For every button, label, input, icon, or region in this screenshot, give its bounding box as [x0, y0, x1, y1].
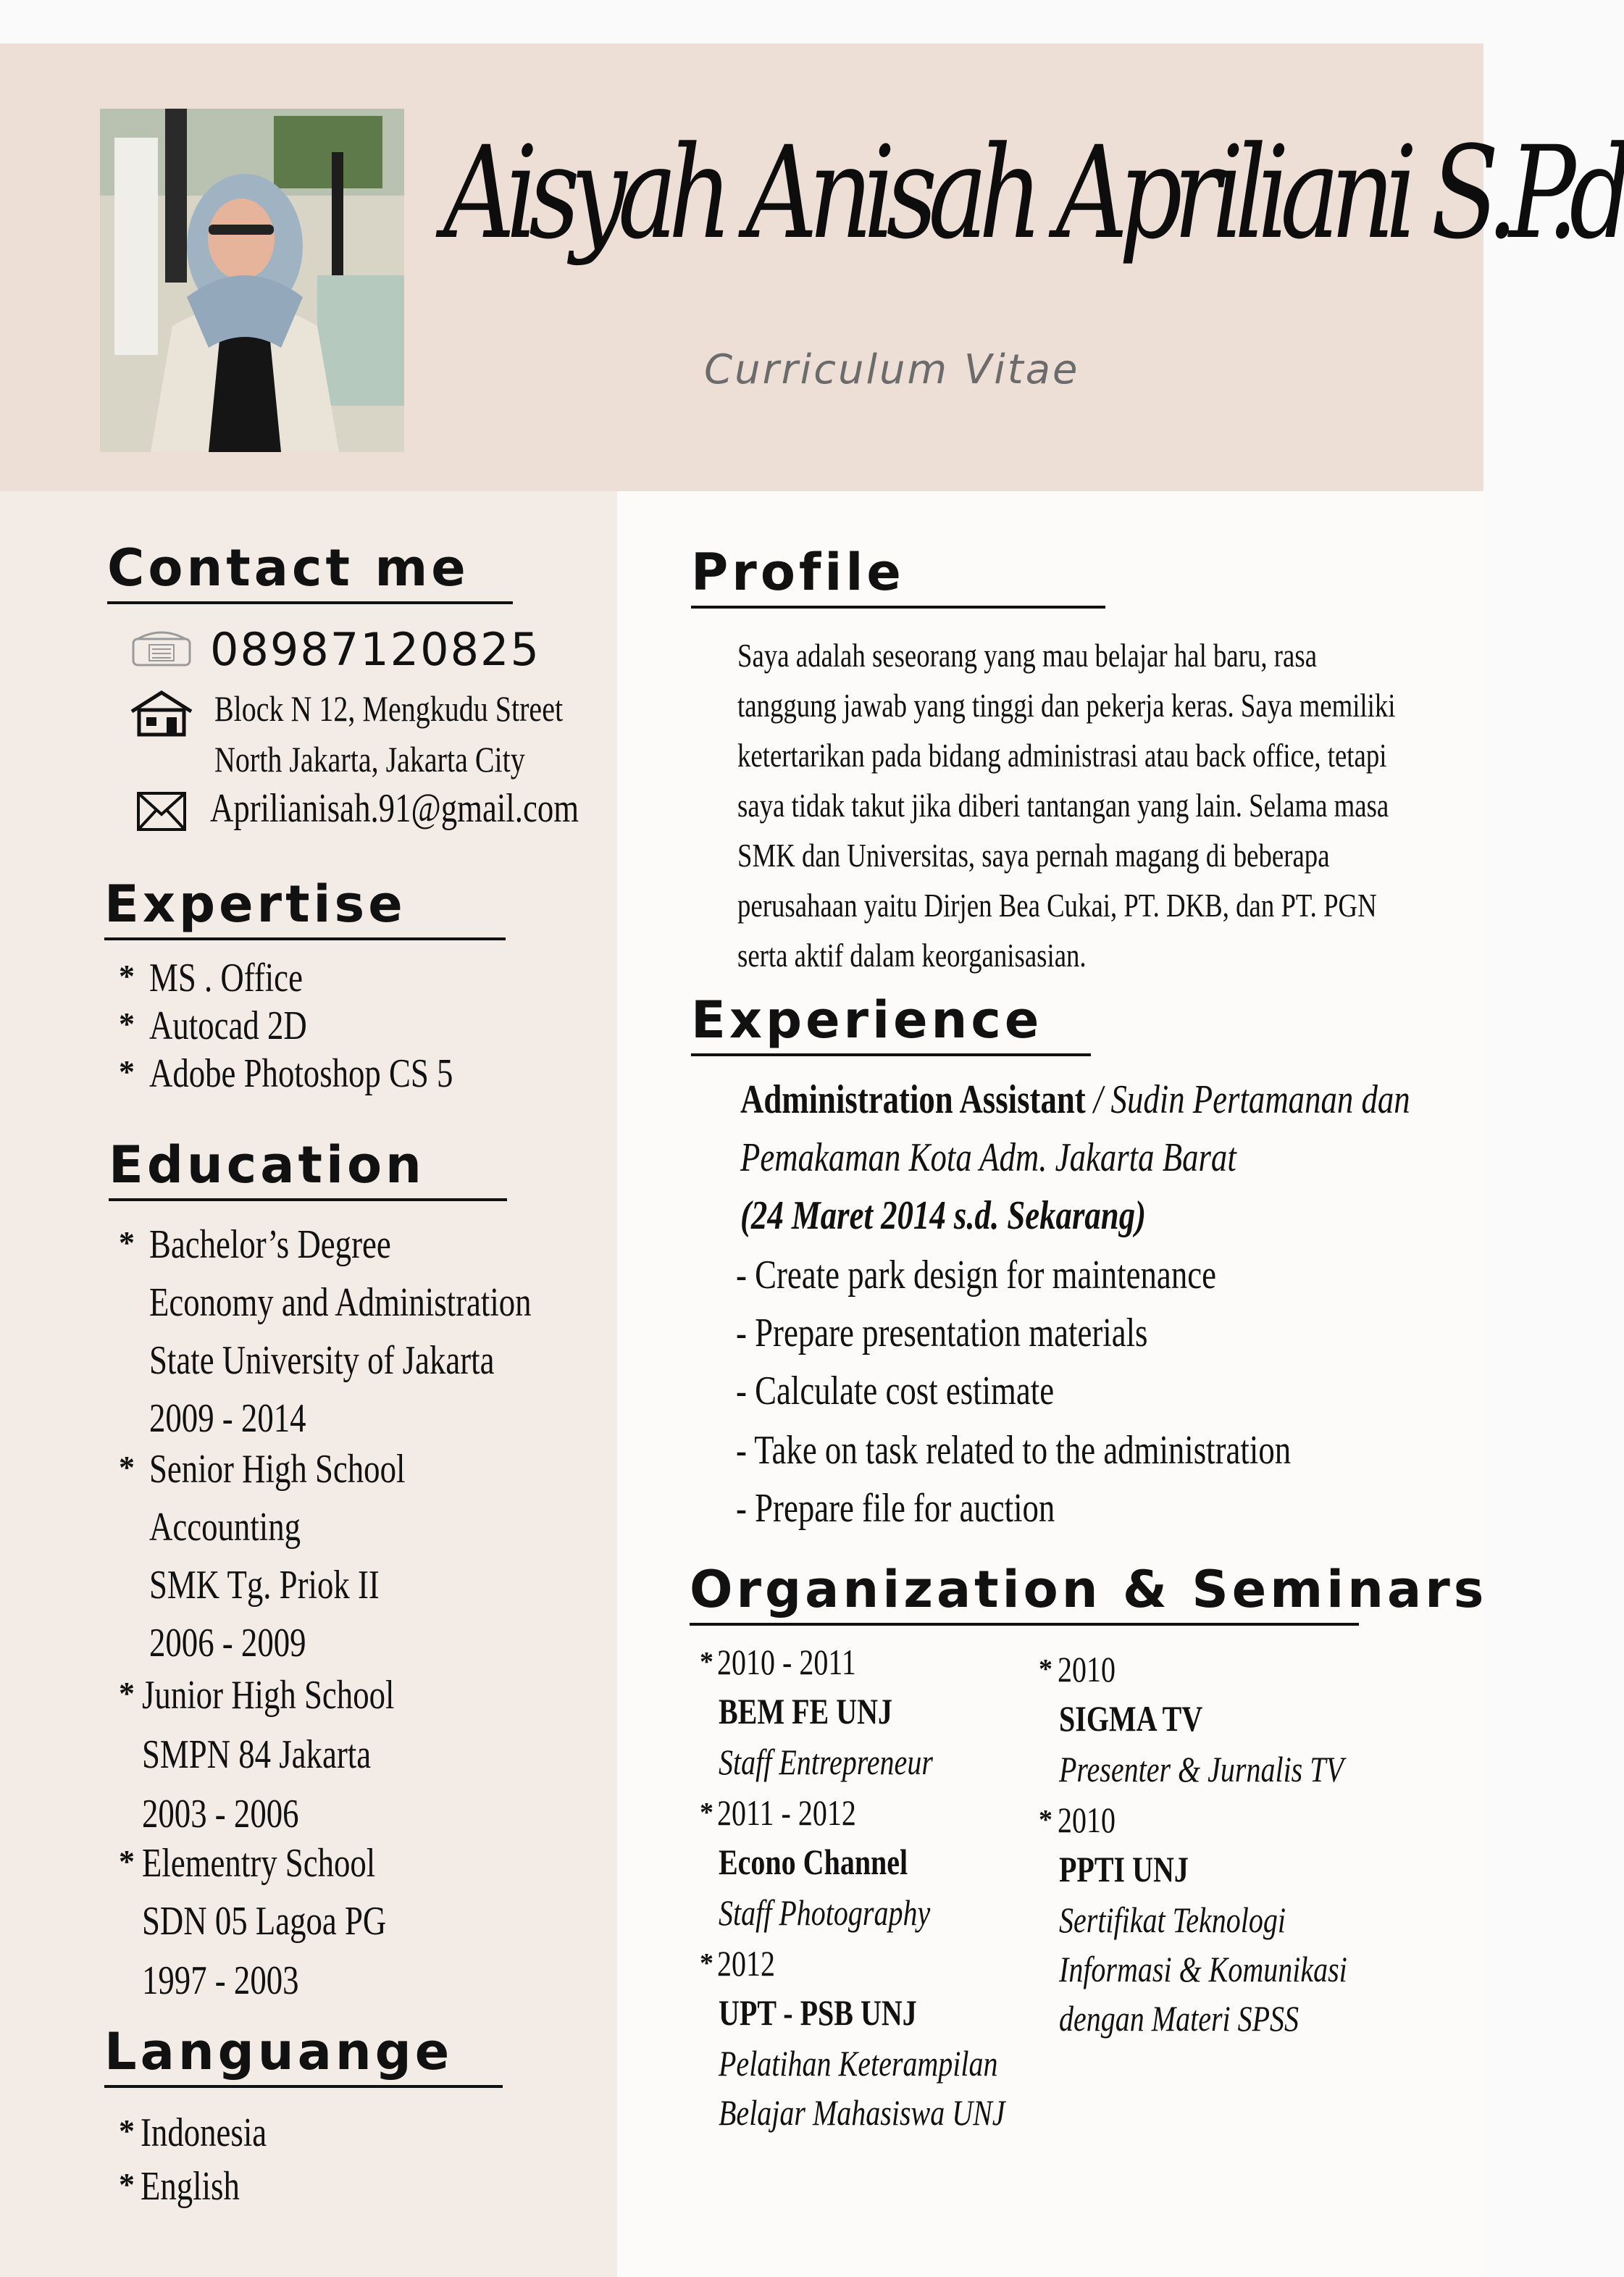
contact-phone: 08987120825: [210, 623, 540, 676]
bullet-marker: *: [119, 2167, 135, 2202]
home-icon: [129, 690, 194, 738]
org-role-text: Pelatihan Keterampilan: [719, 2043, 998, 2084]
language-item-text: Indonesia: [141, 2110, 267, 2155]
org-name: [1059, 1847, 1221, 1891]
title-separator: /: [1085, 1077, 1111, 1122]
contact-address-line-2-text: North Jakarta, Jakarta City: [214, 739, 525, 780]
org-role: [1059, 1898, 1342, 1942]
profile-line-text: SMK dan Universitas, saya pernah magang di beberapa: [737, 837, 1330, 874]
education-degree: Junior High School: [142, 1673, 395, 1718]
education-line: [142, 1958, 338, 2004]
contact-heading: Contact me: [107, 538, 513, 604]
org-year: [717, 1791, 891, 1834]
bullet-marker: *: [119, 1006, 135, 1042]
profile-line-text: perusahaan yaitu Dirjen Bea Cukai, PT. DKB, dan PT. PGN: [737, 887, 1377, 924]
top-strip: [0, 0, 1483, 43]
org-name-text: SIGMA TV: [1059, 1698, 1203, 1739]
language-item-text: English: [141, 2164, 240, 2209]
education-years: 2003 - 2006: [142, 1792, 299, 1837]
bullet-marker: *: [119, 1676, 135, 1711]
experience-task-text: - Take on task related to the administration: [736, 1428, 1292, 1473]
education-line: [149, 1279, 627, 1326]
education-years: 1997 - 2003: [142, 1958, 299, 2003]
expertise-heading: Expertise: [104, 874, 506, 940]
org-role-text: dengan Materi SPSS: [1059, 1998, 1299, 2039]
education-major: Accounting: [149, 1505, 301, 1550]
experience-title-line: [740, 1071, 1578, 1129]
org-year-text: 2012: [717, 1943, 775, 1984]
org-year: [717, 1942, 790, 1985]
profile-line: [737, 780, 1552, 830]
org-role: [719, 2091, 1076, 2134]
org-name: [719, 1840, 955, 1884]
education-heading: Education: [109, 1135, 507, 1201]
education-line: [149, 1562, 437, 1608]
org-year: [717, 1640, 891, 1684]
profile-photo-illustration: [100, 109, 404, 452]
profile-line-text: serta aktif dalam keorganisasian.: [737, 937, 1087, 974]
org-year-text: 2011 - 2012: [717, 1792, 856, 1833]
experience-task-text: - Prepare file for auction: [736, 1486, 1055, 1531]
education-degree: Elementry School: [142, 1841, 376, 1886]
contact-email: [210, 785, 671, 832]
bullet-marker: *: [700, 1647, 713, 1677]
profile-line: [737, 880, 1536, 930]
expertise-item: [149, 1003, 346, 1049]
envelope-icon: [136, 791, 187, 832]
bullet-marker: *: [119, 1844, 135, 1879]
bullet-marker: *: [119, 1054, 135, 1090]
expertise-item: [149, 1050, 529, 1097]
experience-heading: Experience: [691, 990, 1091, 1056]
bullet-marker: *: [119, 1225, 135, 1261]
profile-line: [737, 830, 1478, 880]
profile-line-text: tanggung jawab yang tinggi dan pekerja keras. Saya memiliki: [737, 687, 1396, 724]
org-role: [1059, 1747, 1415, 1791]
profile-line-text: saya tidak takut jika diberi tantangan yang lain. Selama masa: [737, 787, 1389, 824]
org-name: [719, 1991, 966, 2034]
education-line: [142, 1840, 434, 1887]
bullet-marker: *: [1039, 1654, 1052, 1684]
education-line: [149, 1221, 451, 1268]
org-year: [1058, 1798, 1130, 1842]
organization-heading: Organization & Seminars: [690, 1559, 1359, 1626]
expertise-item-text: Autocad 2D: [149, 1003, 307, 1048]
education-line: [149, 1504, 338, 1550]
contact-address-line-1: [214, 687, 650, 730]
profile-line: [737, 730, 1549, 780]
org-name-text: PPTI UNJ: [1059, 1849, 1189, 1889]
experience-task-text: - Prepare presentation materials: [736, 1311, 1148, 1355]
org-role-text: Sertifikat Teknologi: [1059, 1900, 1286, 1940]
profile-heading: Profile: [691, 542, 1105, 609]
employer-name: Sudin Pertamanan dan: [1110, 1077, 1410, 1122]
experience-task-text: - Create park design for maintenance: [736, 1253, 1216, 1298]
org-role-text: Staff Entrepreneur: [719, 1742, 933, 1782]
education-school: State University of Jakarta: [149, 1338, 495, 1383]
education-line: [142, 1791, 338, 1837]
language-heading: Languange: [104, 2021, 503, 2088]
expertise-item-text: Adobe Photoshop CS 5: [149, 1051, 453, 1096]
org-year-text: 2010: [1058, 1800, 1116, 1840]
expertise-item: [149, 955, 341, 1001]
org-role: [719, 1740, 987, 1784]
education-degree: Senior High School: [149, 1447, 406, 1492]
education-degree: Bachelor’s Degree: [149, 1222, 391, 1267]
education-line: [142, 1731, 428, 1778]
profile-line: [737, 630, 1462, 680]
education-line: [149, 1620, 346, 1666]
org-name-text: UPT - PSB UNJ: [719, 1992, 917, 2033]
experience-task: [736, 1479, 1134, 1537]
bullet-marker: *: [119, 2113, 135, 2149]
org-name-text: Econo Channel: [719, 1842, 908, 1882]
education-years: 2006 - 2009: [149, 1621, 306, 1666]
org-name: [1059, 1697, 1239, 1740]
bullet-marker: *: [700, 1948, 713, 1979]
profile-line: [737, 930, 1173, 980]
experience-task: [736, 1304, 1251, 1362]
language-item: [141, 2163, 264, 2210]
education-line: [149, 1337, 581, 1384]
employment-period: (24 Maret 2014 s.d. Sekarang): [740, 1193, 1147, 1238]
bullet-marker: *: [700, 1797, 713, 1828]
bullet-marker: *: [1039, 1805, 1052, 1835]
phone-icon: [130, 629, 193, 668]
profile-line: [737, 680, 1560, 730]
org-role-text: Presenter & Jurnalis TV: [1059, 1749, 1344, 1789]
experience-employer-line: [740, 1129, 1360, 1187]
org-year-text: 2010: [1058, 1649, 1116, 1689]
bullet-marker: *: [119, 958, 135, 994]
experience-task-text: - Calculate cost estimate: [736, 1369, 1055, 1413]
org-role-text: Informasi & Komunikasi: [1059, 1949, 1347, 1989]
profile-line-text: Saya adalah seseorang yang mau belajar hal baru, rasa: [737, 637, 1318, 674]
experience-task: [736, 1246, 1336, 1304]
org-role: [719, 1891, 983, 1934]
experience-task: [736, 1362, 1134, 1420]
contact-email-text: Aprilianisah.91@gmail.com: [210, 786, 579, 831]
org-year-text: 2010 - 2011: [717, 1642, 856, 1682]
contact-address-line-1-text: Block N 12, Mengkudu Street: [214, 688, 564, 729]
education-years: 2009 - 2014: [149, 1396, 306, 1441]
expertise-item-text: MS . Office: [149, 956, 303, 1000]
org-year: [1058, 1647, 1130, 1691]
experience-task: [736, 1421, 1430, 1479]
contact-address-line-2: [214, 738, 603, 781]
education-school: SMK Tg. Priok II: [149, 1563, 380, 1608]
bullet-marker: *: [119, 1450, 135, 1485]
experience-period-line: [740, 1187, 1247, 1245]
employer-name-continued: Pemakaman Kota Adm. Jakarta Barat: [740, 1135, 1236, 1180]
candidate-name: Aisyah Anisah Apriliani S.P.d: [443, 119, 1624, 267]
profile-line-text: ketertarikan pada bidang administrasi atau back office, tetapi: [737, 737, 1387, 774]
job-title: Administration Assistant: [740, 1077, 1086, 1122]
org-role-text: Staff Photography: [719, 1892, 931, 1933]
education-line: [142, 1672, 458, 1718]
org-name-text: BEM FE UNJ: [719, 1691, 892, 1731]
profile-photo: [100, 109, 404, 452]
org-role: [719, 2042, 1068, 2085]
org-name: [719, 1689, 936, 1733]
education-line: [142, 1898, 448, 1944]
education-school: SMPN 84 Jakarta: [142, 1732, 372, 1777]
org-role: [1059, 1947, 1419, 1991]
org-role-text: Belajar Mahasiswa UNJ: [719, 2092, 1005, 2133]
education-major: Economy and Administration: [149, 1280, 532, 1325]
org-role: [1059, 1997, 1359, 2040]
education-school: SDN 05 Lagoa PG: [142, 1899, 387, 1944]
education-line: [149, 1395, 346, 1442]
document-subtitle: Curriculum Vitae: [704, 346, 1080, 393]
education-line: [149, 1446, 469, 1492]
language-item: [141, 2110, 298, 2156]
